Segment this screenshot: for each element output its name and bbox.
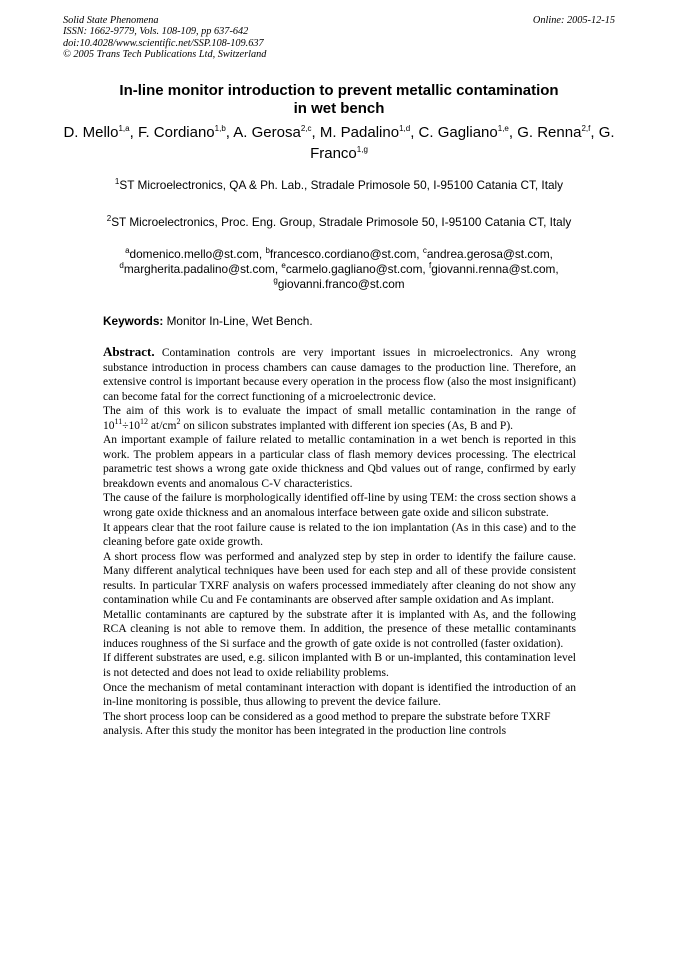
email-link[interactable]: $^g$giovanni.franco@st.com [273,276,405,291]
author: G. Renna$^{2,f}$ [517,124,591,141]
doi-line[interactable]: doi:10.4028/www.scientific.net/SSP.108-109.637 [63,37,264,49]
abstract-label: Abstract. [103,344,155,359]
abstract-paragraph: Once the mechanism of metal contaminant interaction with dopant is identified the introduction of an in-line monitoring is possible, thus allowing to prevent the device failure. [103,681,576,709]
email-list: $^a$domenico.mello@st.com, $^b$francesco.cordiano@st.com, $^c$andrea.gerosa@st.com, $^d$margherita.padalino@st.com, $^e$carmelo.gagliano@st.com, $^f$giovanni.renna@st.com, $^g$giovanni.franco@st.com [119,246,559,291]
abstract-paragraph: An important example of failure related to metallic contamination in a wet bench is reported in this work. The problem appears in a particular class of flash memory devices processing. The electrical parametric test shows a wrong gate oxide thickness and Qbd values out of range, confirmed by early breakdown events and anomalous C-V characteristics. [103,434,576,490]
copyright-line: © 2005 Trans Tech Publications Ltd, Switzerland [63,49,267,61]
online-date: Online: 2005-12-15 [532,15,615,26]
journal-name: Solid State Phenomena [63,15,159,26]
author: M. Padalino$^{1,d}$ [319,124,411,141]
abstract-section [103,345,576,739]
author: A. Gerosa$^{2,c}$ [233,124,312,141]
affiliation-2: $^2$ST Microelectronics, Proc. Eng. Group, Stradale Primosole 50, I-95100 Catania CT, Italy [106,214,572,229]
email-link[interactable]: $^e$carmelo.gagliano@st.com [281,261,423,276]
title-line-1: In-line monitor introduction to prevent metallic contamination [119,82,559,99]
author: G. Franco$^{1,g}$ [310,124,615,162]
author-list: D. Mello$^{1,a}$, F. Cordiano$^{1,b}$, A. Gerosa$^{2,c}$, M. Padalino$^{1,d}$, C. Gagliano$^{1,e}$, G. Renna$^{2,f}$, G. Franco$^{1,g}$ [63,124,615,162]
title-line-2: in wet bench [293,100,385,117]
abstract-paragraph: A short process flow was performed and analyzed step by step in order to identify the failure cause. Many different analytical techniques have been used for each step and all of these provide consistent results. In particular TXRF analysis on wafers processed immediately after cleaning do not show any contamination while Cu and Fe contaminants are observed after sample oxidation and As implant. [103,550,576,607]
affiliation-1: $^1$ST Microelectronics, QA & Ph. Lab., Stradale Primosole 50, I-95100 Catania CT, Italy [114,177,564,192]
email-link[interactable]: $^a$domenico.mello@st.com [125,246,259,261]
abstract-paragraph: It appears clear that the root failure cause is related to the ion implantation (As in this case) and to the cleaning before gate oxide growth. [103,521,576,549]
issn-line: ISSN: 1662-9779, Vols. 108-109, pp 637-642 [63,26,249,38]
author: F. Cordiano$^{1,b}$ [137,124,226,141]
abstract-paragraph: The short process loop can be considered as a good method to prepare the substrate before TXRF analysis. After this study the monitor has been integrated in the production line controls [103,710,551,738]
author: D. Mello$^{1,a}$ [63,124,130,141]
abstract-paragraph: The cause of the failure is morphologically identified off-line by using TEM: the cross section shows a wrong gate oxide thickness and an anomalous interface between gate oxide and silicon substrate. [103,492,576,520]
keywords-line [103,314,313,328]
abstract-paragraph: If different substrates are used, e.g. silicon implanted with B or un-implanted, this contamination level is not detected and does not lead to oxide reliability problems. [103,652,576,680]
publication-info [63,15,266,61]
abstract-paragraph: The aim of this work is to evaluate the impact of small metallic contamination in the range of $10^{11}\div 10^{12}$ $at/cm^2$ on silicon substrates implanted with different ion species (As, B and P). [103,405,576,432]
keywords-label: Keywords: [103,314,164,328]
email-link[interactable]: $^d$margherita.padalino@st.com [119,261,275,276]
abstract-paragraph: Metallic contaminants are captured by the substrate after it is implanted with As, and the following RCA cleaning is not able to remove them. In addition, the presence of these metallic contaminants induces roughness of the Si surface and the growth of gate oxide is not controlled (faster oxidation). [103,608,576,650]
paper-title [60,82,618,118]
email-link[interactable]: $^b$francesco.cordiano@st.com [265,246,417,261]
email-link[interactable]: $^f$giovanni.renna@st.com [428,261,556,276]
author: C. Gagliano$^{1,e}$ [418,124,509,141]
keywords-text: Monitor In-Line, Wet Bench. [166,314,313,328]
abstract-paragraph: Abstract. Contamination controls are very important issues in microelectronics. Any wrong substance introduction in process chambers can cause damages to the production line. Therefore, an extensive control is important because every operation in the process flow (also the most insignificant) can become fatal for the correct functioning of a microelectronic device. [103,344,576,403]
email-link[interactable]: $^c$andrea.gerosa@st.com [422,246,550,261]
